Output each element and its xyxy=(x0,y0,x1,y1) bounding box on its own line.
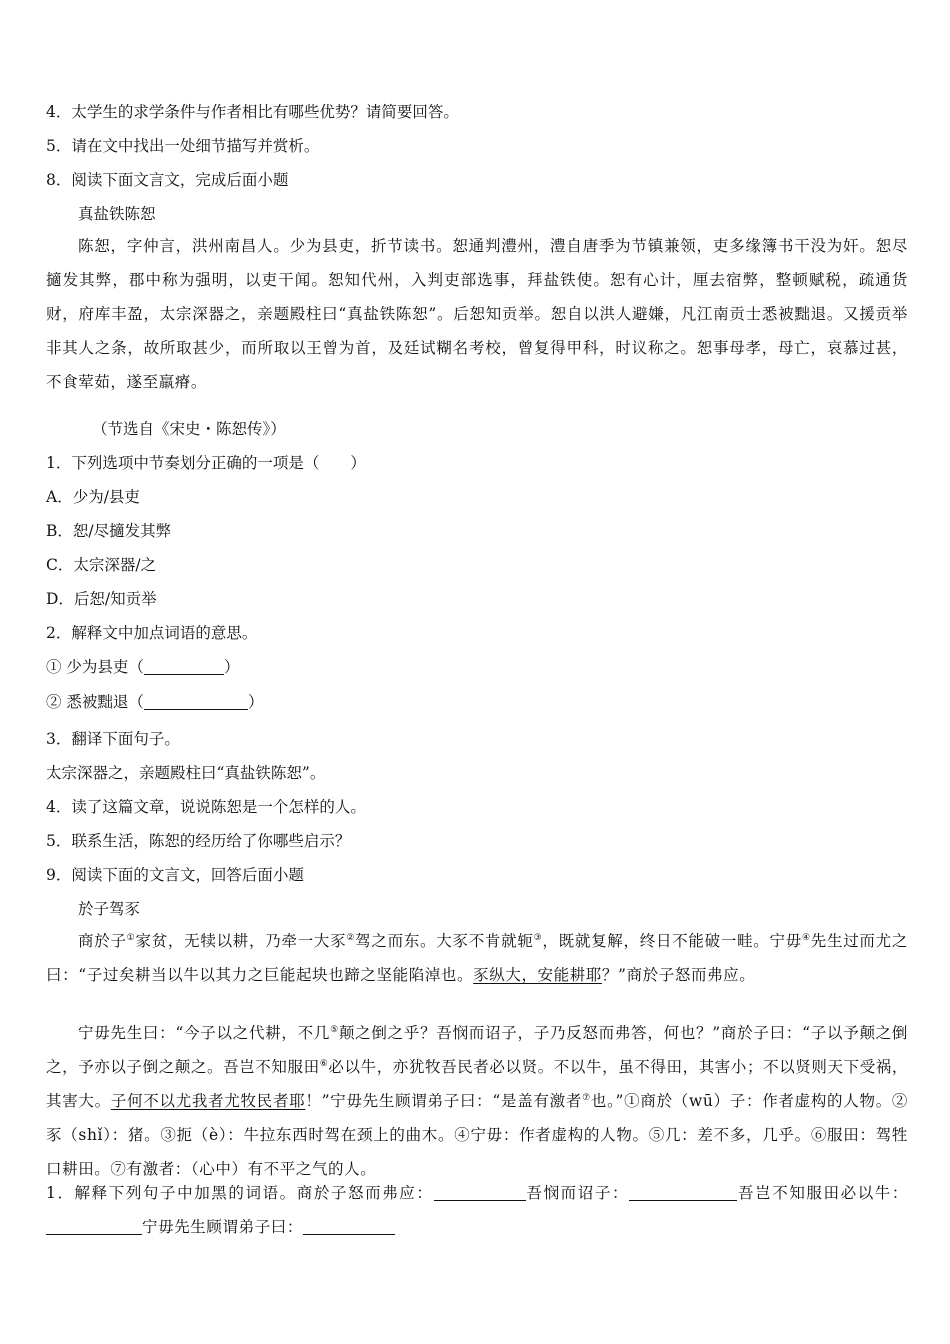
option-b: B．恕/尽擿发其弊 xyxy=(46,522,172,540)
answer-blank[interactable] xyxy=(629,1184,737,1201)
answer-blank[interactable] xyxy=(434,1184,526,1201)
passage-paragraph-2: 宁毋先生曰：“今子以之代耕，不几⑤颠之倒之乎？吾悯而诏子，子乃反怒而弗答，何也？”商於子曰：“子以予颠之倒之，予亦以子倒之颠之。吾岂不知服田⑥必以牛，亦犹牧吾民者必以贤。不以牛，虽不得田，其害小；不以贤则天下受祸，其害大。子何不以尤我者尤牧民者耶！”宁毋先生顾谓弟子曰：“是盖有激者⑦也。”①商於（wū）子：作者虚构的人物。②豕（shǐ）：猪。③扼（è）：牛拉东西时驾在颈上的曲木。④宁毋：作者虚构的人物。⑤几：差不多，几乎。⑥服田：驾牲口耕田。⑦有激者：（心中）有不平之气的人。 xyxy=(46,1024,909,1178)
passage-paragraph-1: 商於子①家贫，无犊以耕，乃牵一大豕②驾之而东。大豕不肯就轭③，既就复解，终日不能破一畦。宁毋④先生过而尤之曰：“子过矣耕当以牛以其力之巨能起块也蹄之坚能陷淖也。豕纵大，安能耕耶？”商於子怒而弗应。 xyxy=(46,932,908,984)
question-4: 4．太学生的求学条件与作者相比有哪些优势？请简要回答。 xyxy=(46,103,459,121)
passage-source: （节选自《宋史・陈恕传》） xyxy=(92,420,286,438)
section-8-heading: 8．阅读下面文言文，完成后面小题 xyxy=(46,171,289,189)
q8-1: 1．下列选项中节奏划分正确的一项是（ ） xyxy=(46,454,366,472)
answer-blank[interactable] xyxy=(46,1218,142,1235)
option-d: D．后恕/知贡举 xyxy=(46,590,157,608)
underlined-sentence: 子何不以尤我者尤牧民者耶 xyxy=(110,1092,306,1110)
q8-2: 2．解释文中加点词语的意思。 xyxy=(46,624,258,642)
q8-4: 4．读了这篇文章，说说陈恕是一个怎样的人。 xyxy=(46,798,366,816)
q8-2-item-1: ① 少为县吏（ ） xyxy=(46,658,240,676)
option-c: C．太宗深器/之 xyxy=(46,556,157,574)
option-a: A．少为/县吏 xyxy=(46,488,140,506)
answer-blank[interactable] xyxy=(144,693,248,710)
q8-2-item-2: ② 悉被黜退（ ） xyxy=(46,693,264,711)
passage-title: 真盐铁陈恕 xyxy=(78,205,156,223)
answer-blank[interactable] xyxy=(303,1218,395,1235)
passage-body: 陈恕，字仲言，洪州南昌人。少为县吏，折节读书。恕通判澧州，澧自唐季为节镇兼领，吏多缘簿书干没为奸。恕尽擿发其弊，郡中称为强明，以吏干闻。恕知代州，入判吏部选事，拜盐铁使。恕有心计，厘去宿弊，整顿赋税，疏通货财，府库丰盈，太宗深器之，亲题殿柱曰“真盐铁陈恕”。后恕知贡举。恕自以洪人避嫌，凡江南贡士悉被黜退。又援贡举非其人之条，故所取甚少，而所取以王曾为首，及廷试糊名考校，曾复得甲科，时议称之。恕事母孝，母亡，哀慕过甚，不食荤茹，遂至羸瘠。 xyxy=(46,237,908,391)
question-5: 5．请在文中找出一处细节描写并赏析。 xyxy=(46,137,320,155)
q8-3: 3．翻译下面句子。 xyxy=(46,730,180,748)
underlined-sentence: 豕纵大，安能耕耶 xyxy=(473,966,602,984)
answer-blank[interactable] xyxy=(144,658,224,675)
q9-1: 1．解释下列句子中加黑的词语。商於子怒而弗应： 吾悯而诏子： 吾岂不知服田必以牛：宁毋先生顾谓弟子曰： xyxy=(46,1184,908,1236)
q8-3-sentence: 太宗深器之，亲题殿柱曰“真盐铁陈恕”。 xyxy=(46,764,326,782)
section-9-heading: 9．阅读下面的文言文，回答后面小题 xyxy=(46,866,304,884)
passage-title: 於子驾豕 xyxy=(78,900,141,918)
q8-5: 5．联系生活，陈恕的经历给了你哪些启示？ xyxy=(46,832,351,850)
